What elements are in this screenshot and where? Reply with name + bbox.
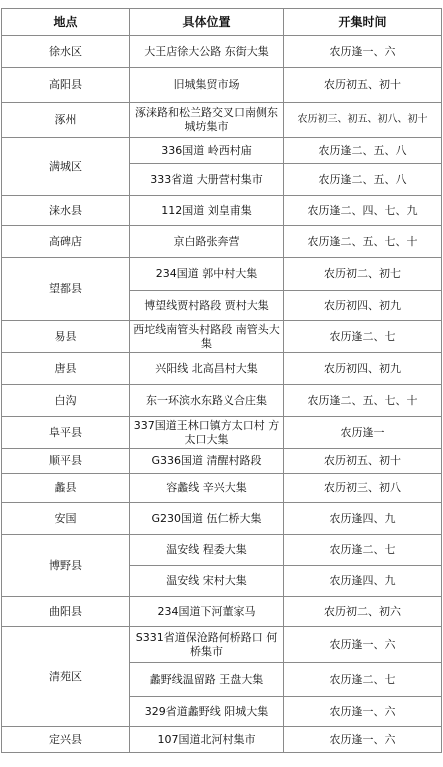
- top-margin: [0, 0, 443, 8]
- time-cell: 农历初三、初八: [284, 474, 442, 503]
- table-row: [2, 417, 442, 449]
- header-time: 开集时间: [284, 9, 442, 36]
- region-cell: 白沟: [2, 385, 130, 417]
- table-row: [2, 597, 442, 627]
- region-cell: 易县: [2, 321, 130, 353]
- location-cell: S331省道保沧路何桥路口 何桥集市: [130, 627, 284, 663]
- time-cell: 农历逢一、六: [284, 697, 442, 727]
- location-cell: 京白路张奔营: [130, 226, 284, 258]
- header-location: 具体位置: [130, 9, 284, 36]
- location-cell: 温安线 程委大集: [130, 535, 284, 566]
- region-cell: 顺平县: [2, 449, 130, 474]
- market-schedule-table: [1, 8, 442, 753]
- location-cell: 112国道 刘皇甫集: [130, 196, 284, 226]
- table-row: [2, 258, 442, 291]
- table-row: [2, 503, 442, 535]
- location-cell: 234国道下河董家马: [130, 597, 284, 627]
- location-cell: 旧城集贸市场: [130, 68, 284, 103]
- region-cell: 清苑区: [2, 627, 130, 727]
- time-cell: 农历初四、初九: [284, 291, 442, 321]
- region-cell: 高阳县: [2, 68, 130, 103]
- location-cell: 容蠡线 辛兴大集: [130, 474, 284, 503]
- location-cell: 温安线 宋村大集: [130, 566, 284, 597]
- table-row: [2, 68, 442, 103]
- time-cell: 农历初五、初十: [284, 68, 442, 103]
- location-cell: 大王店徐大公路 东街大集: [130, 36, 284, 68]
- time-cell: 农历逢四、九: [284, 566, 442, 597]
- location-cell: G336国道 清醒村路段: [130, 449, 284, 474]
- region-cell: 涞水县: [2, 196, 130, 226]
- time-cell: 农历逢二、五、七、十: [284, 226, 442, 258]
- time-cell: 农历逢四、九: [284, 503, 442, 535]
- table-row: [2, 627, 442, 663]
- table-row: [2, 385, 442, 417]
- time-cell: 农历初二、初七: [284, 258, 442, 291]
- time-cell: 农历逢二、七: [284, 321, 442, 353]
- region-cell: 博野县: [2, 535, 130, 597]
- location-cell: 蠡野线温留路 王盘大集: [130, 663, 284, 697]
- time-cell: 农历逢二、四、七、九: [284, 196, 442, 226]
- time-cell: 农历逢二、五、七、十: [284, 385, 442, 417]
- location-cell: 234国道 郭中村大集: [130, 258, 284, 291]
- time-cell: 农历逢一、六: [284, 627, 442, 663]
- time-cell: 农历逢二、七: [284, 663, 442, 697]
- location-cell: 337国道王林口镇方太口村 方太口大集: [130, 417, 284, 449]
- region-cell: 高碑店: [2, 226, 130, 258]
- time-cell: 农历初五、初十: [284, 449, 442, 474]
- time-cell: 农历逢二、五、八: [284, 138, 442, 164]
- time-cell: 农历初三、初五、初八、初十: [284, 103, 442, 138]
- location-cell: 329省道蠡野线 阳城大集: [130, 697, 284, 727]
- region-cell: 唐县: [2, 353, 130, 385]
- region-cell: 定兴县: [2, 727, 130, 753]
- location-cell: 兴阳线 北高昌村大集: [130, 353, 284, 385]
- region-cell: 望都县: [2, 258, 130, 321]
- location-cell: 博望线贾村路段 贾村大集: [130, 291, 284, 321]
- table-row: [2, 196, 442, 226]
- region-cell: 徐水区: [2, 36, 130, 68]
- table-row: [2, 138, 442, 164]
- location-cell: 336国道 岭西村庙: [130, 138, 284, 164]
- location-cell: 西坨线南管头村路段 南管头大集: [130, 321, 284, 353]
- table-row: [2, 535, 442, 566]
- header-region: 地点: [2, 9, 130, 36]
- table-row: [2, 321, 442, 353]
- time-cell: 农历初二、初六: [284, 597, 442, 627]
- time-cell: 农历逢二、七: [284, 535, 442, 566]
- location-cell: 333省道 大册营村集市: [130, 164, 284, 196]
- location-cell: 东一环滨水东路义合庄集: [130, 385, 284, 417]
- table-row: [2, 353, 442, 385]
- region-cell: 安国: [2, 503, 130, 535]
- time-cell: 农历初四、初九: [284, 353, 442, 385]
- table-row: [2, 36, 442, 68]
- region-cell: 阜平县: [2, 417, 130, 449]
- table-row: [2, 727, 442, 753]
- time-cell: 农历逢二、五、八: [284, 164, 442, 196]
- table-row: [2, 449, 442, 474]
- table-row: [2, 474, 442, 503]
- table-row: [2, 103, 442, 138]
- region-cell: 曲阳县: [2, 597, 130, 627]
- location-cell: 涿涞路和松兰路交叉口南侧东城坊集市: [130, 103, 284, 138]
- time-cell: 农历逢一、六: [284, 36, 442, 68]
- table-header-row: [2, 9, 442, 36]
- time-cell: 农历逢一、六: [284, 727, 442, 753]
- location-cell: G230国道 伍仁桥大集: [130, 503, 284, 535]
- region-cell: 蠡县: [2, 474, 130, 503]
- location-cell: 107国道北河村集市: [130, 727, 284, 753]
- table-row: [2, 226, 442, 258]
- region-cell: 满城区: [2, 138, 130, 196]
- region-cell: 涿州: [2, 103, 130, 138]
- time-cell: 农历逢一: [284, 417, 442, 449]
